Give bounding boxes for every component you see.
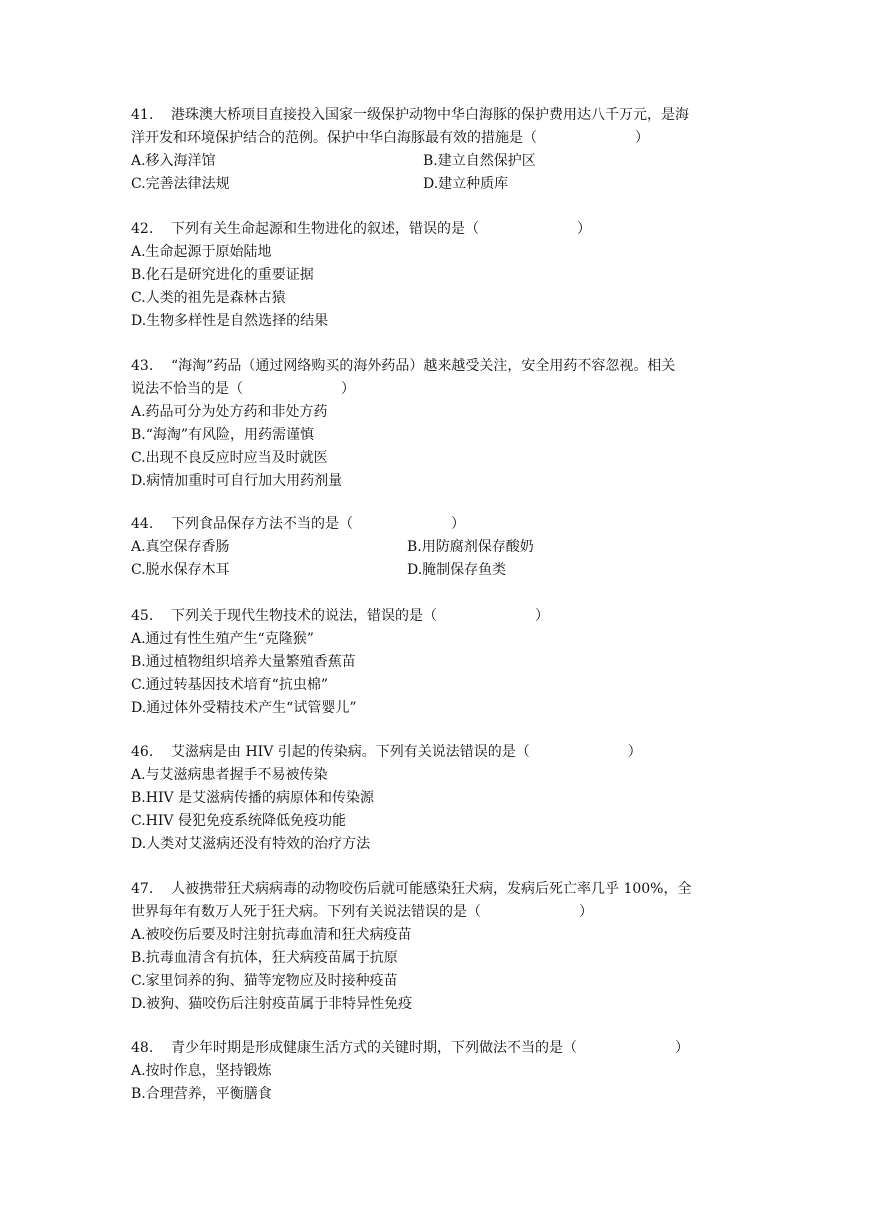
question-number: 47. [131, 881, 154, 897]
question-stem-line: 世界每年有数万人死于狂犬病。下列有关说法错误的是（ ） [131, 904, 593, 920]
question-stem-line: 说法不恰当的是（ ） [131, 381, 355, 397]
question-stem-line: 42. 下列有关生命起源和生物进化的叙述，错误的是（ ） [131, 218, 751, 241]
question-stem-line: 47. 人被携带狂犬病病毒的动物咬伤后就可能感染狂犬病，发病后死亡率几乎 100%，全 [131, 878, 751, 901]
option-d: D.人类对艾滋病还没有特效的治疗方法 [131, 836, 371, 852]
option-b: B.通过植物组织培养大量繁殖香蕉苗 [131, 654, 356, 670]
option-a: A.生命起源于原始陆地 [131, 244, 272, 260]
option-d: D.建立种质库 [423, 176, 509, 192]
question-number: 41. [131, 107, 154, 123]
option-a: A.按时作息，坚持锻炼 [131, 1063, 272, 1079]
options-row [131, 173, 751, 196]
option-a: A.通过有性生殖产生“克隆猴” [131, 631, 314, 647]
option-a: A.与艾滋病患者握手不易被传染 [131, 767, 328, 783]
question-48 [131, 1037, 751, 1106]
option-c: C.家里饲养的狗、猫等宠物应及时接种疫苗 [131, 973, 398, 989]
option-c: C.完善法律法规 [131, 176, 230, 192]
option-c: C.脱水保存木耳 [131, 562, 230, 578]
option-a: A.被咬伤后要及时注射抗毒血清和狂犬病疫苗 [131, 927, 412, 943]
question-41 [131, 104, 751, 196]
question-stem-line: 45. 下列关于现代生物技术的说法，错误的是（ ） [131, 605, 751, 628]
option-a: A.药品可分为处方药和非处方药 [131, 404, 328, 420]
option-b: B.“海淘”有风险，用药需谨慎 [131, 427, 315, 443]
question-47 [131, 878, 751, 1016]
option-b: B.合理营养，平衡膳食 [131, 1086, 272, 1102]
option-b: B.抗毒血清含有抗体，狂犬病疫苗属于抗原 [131, 950, 398, 966]
option-a: A.移入海洋馆 [131, 153, 216, 169]
option-d: D.通过体外受精技术产生“试管婴儿” [131, 700, 357, 716]
question-42 [131, 218, 751, 333]
question-number: 48. [131, 1040, 154, 1056]
option-c: C.HIV 侵犯免疫系统降低免疫功能 [131, 813, 346, 829]
option-c: C.通过转基因技术培育“抗虫棉” [131, 677, 328, 693]
option-a: A.真空保存香肠 [131, 539, 230, 555]
question-stem-line: 48. 青少年时期是形成健康生活方式的关键时期，下列做法不当的是（ ） [131, 1037, 751, 1060]
question-number: 46. [131, 744, 154, 760]
question-stem-line: 44. 下列食品保存方法不当的是（ ） [131, 513, 751, 536]
option-b: B.用防腐剂保存酸奶 [407, 539, 534, 555]
option-b: B.HIV 是艾滋病传播的病原体和传染源 [131, 790, 375, 806]
options-row [131, 536, 751, 559]
question-number: 45. [131, 608, 154, 624]
question-stem-line: 46. 艾滋病是由 HIV 引起的传染病。下列有关说法错误的是（ ） [131, 741, 751, 764]
question-stem-line: 43. “海淘”药品（通过网络购买的海外药品）越来越受关注，安全用药不容忽视。相关 [131, 355, 751, 378]
options-row [131, 150, 751, 173]
option-c: C.出现不良反应时应当及时就医 [131, 450, 328, 466]
question-number: 42. [131, 221, 154, 237]
option-d: D.被狗、猫咬伤后注射疫苗属于非特异性免疫 [131, 996, 413, 1012]
question-43 [131, 355, 751, 493]
options-row [131, 559, 751, 582]
option-c: C.人类的祖先是森林古猿 [131, 290, 286, 306]
question-44 [131, 513, 751, 582]
question-stem-line: 41. 港珠澳大桥项目直接投入国家一级保护动物中华白海豚的保护费用达八千万元，是海 [131, 104, 751, 127]
option-d: D.病情加重时可自行加大用药剂量 [131, 473, 343, 489]
question-number: 44. [131, 516, 154, 532]
option-d: D.腌制保存鱼类 [407, 562, 507, 578]
option-d: D.生物多样性是自然选择的结果 [131, 313, 329, 329]
question-stem-line: 洋开发和环境保护结合的范例。保护中华白海豚最有效的措施是（ ） [131, 130, 649, 146]
option-b: B.建立自然保护区 [423, 153, 536, 169]
question-46 [131, 741, 751, 856]
question-number: 43. [131, 358, 154, 374]
question-45 [131, 605, 751, 720]
option-b: B.化石是研究进化的重要证据 [131, 267, 314, 283]
